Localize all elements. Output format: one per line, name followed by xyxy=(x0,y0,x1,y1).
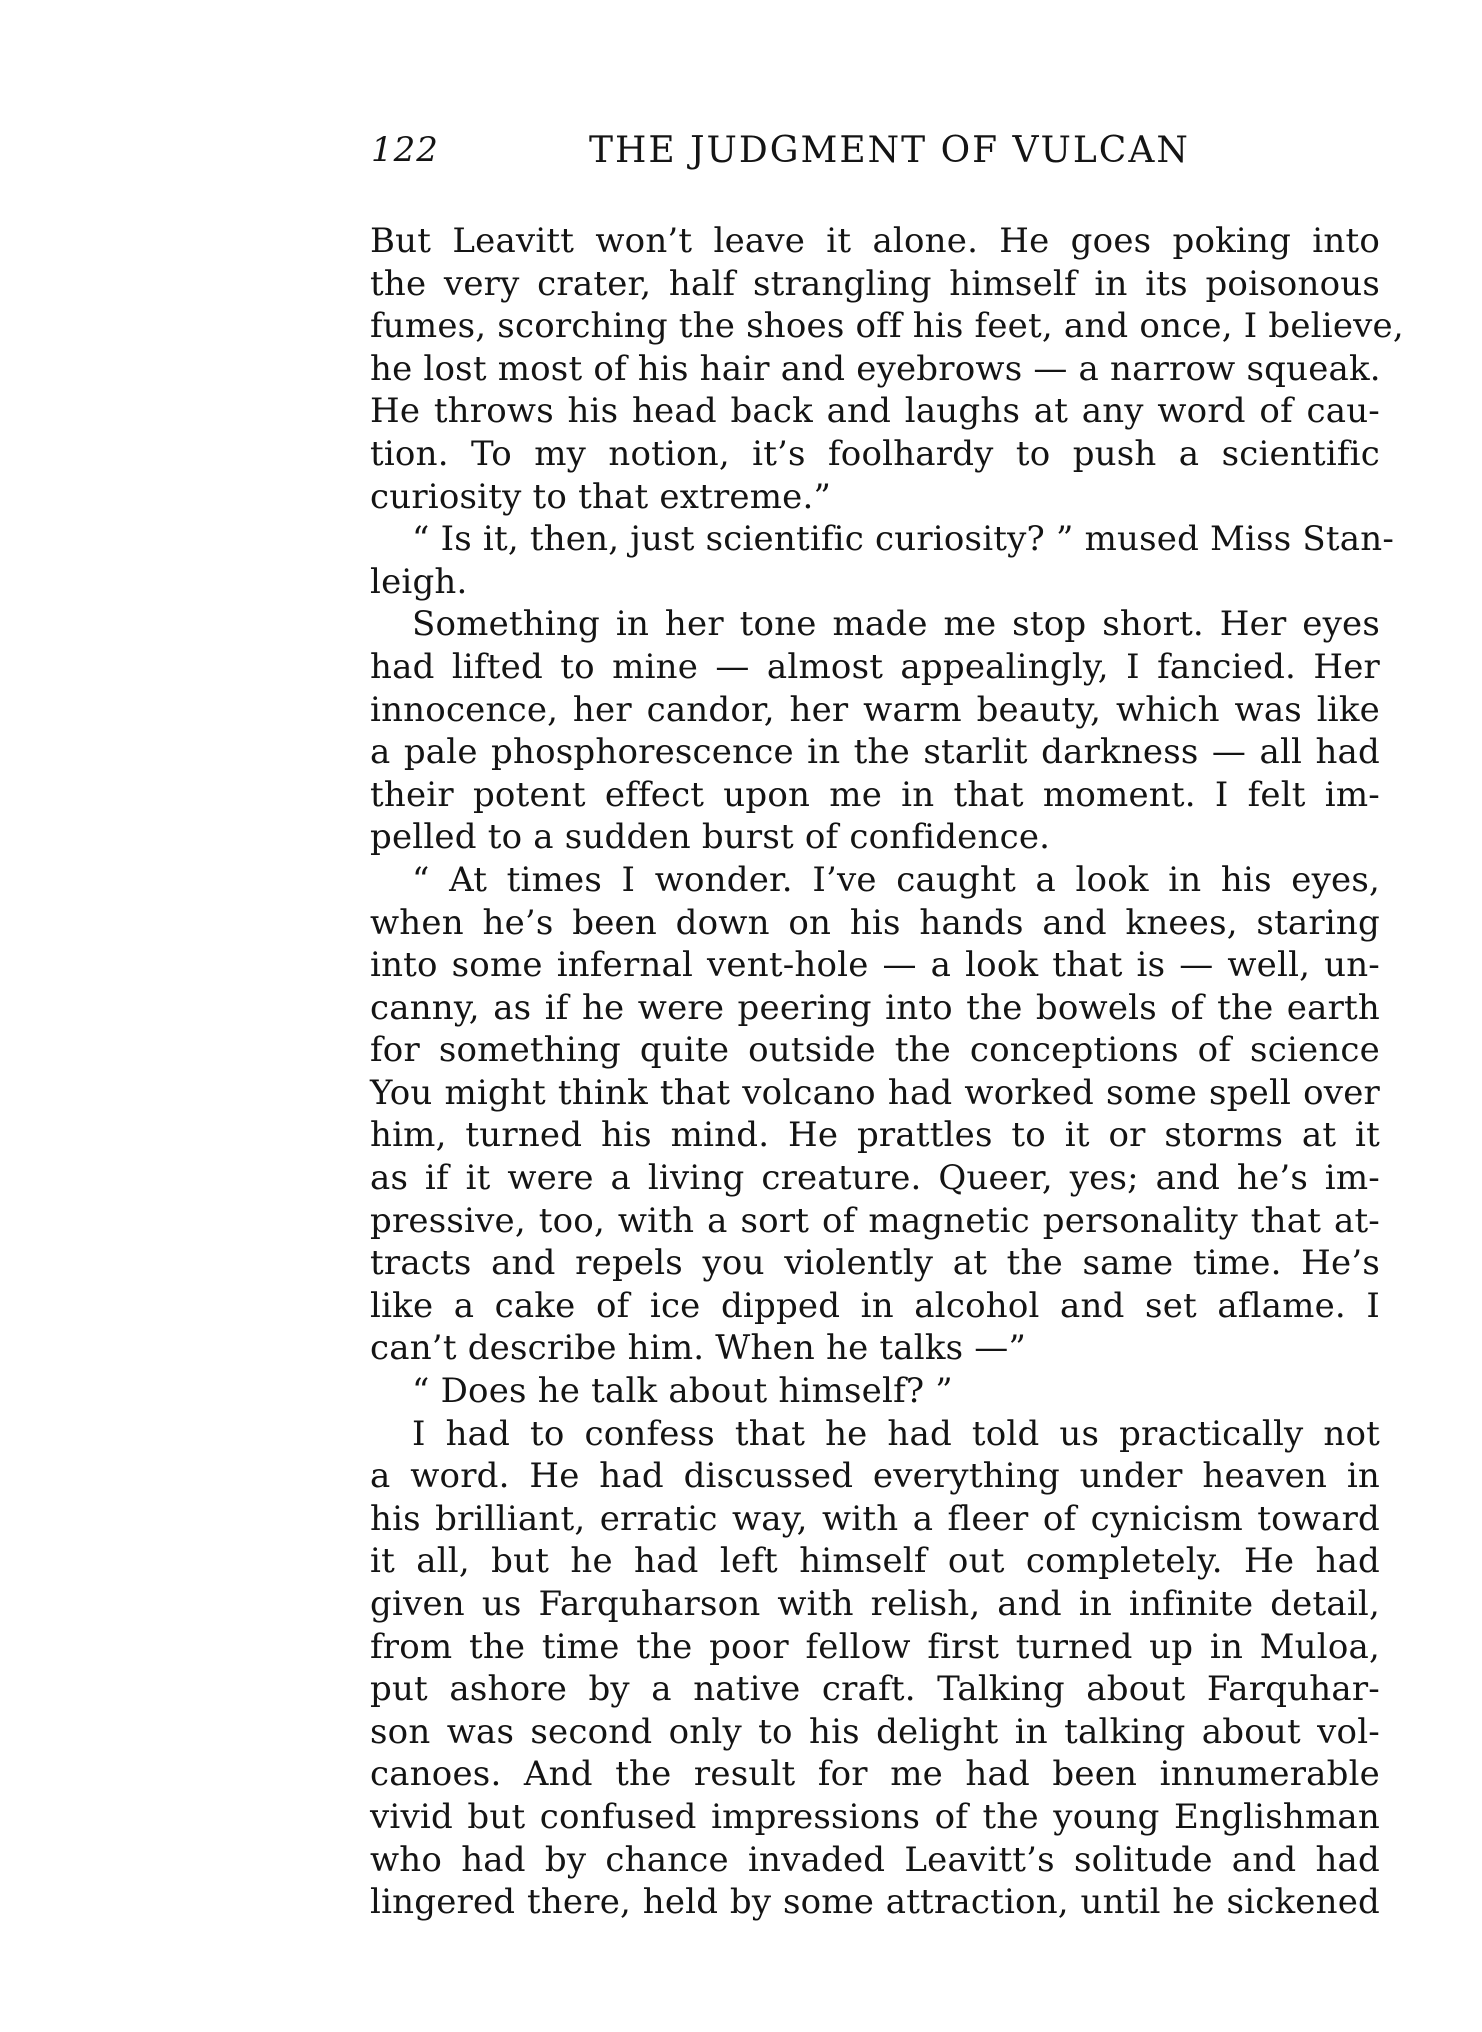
text-line: Something in her tone made me stop short. Her eyes xyxy=(412,604,1380,645)
text-line: vivid but confused impressions of the young Englishman xyxy=(370,1796,1380,1837)
text-line: “ At times I wonder. I’ve caught a look in his eyes, xyxy=(412,859,1380,900)
text-line: pelled to a sudden burst of confidence. xyxy=(370,817,1051,858)
text-line: “ Does he talk about himself? ” xyxy=(412,1371,953,1412)
text-line: for something quite outside the conceptions of science xyxy=(370,1030,1380,1071)
running-title: THE JUDGMENT OF VULCAN xyxy=(589,130,1190,171)
text-line: it all, but he had left himself out completely. He had xyxy=(370,1541,1380,1582)
page-header xyxy=(371,130,1233,180)
body-text xyxy=(370,220,1404,1924)
text-line: can’t describe him. When he talks —” xyxy=(370,1328,1027,1369)
text-line: the very crater, half strangling himself in its poisonous xyxy=(370,263,1380,304)
text-line: leigh. xyxy=(370,561,468,602)
text-line: I had to confess that he had told us practically not xyxy=(412,1413,1380,1454)
page-number: 122 xyxy=(371,130,439,170)
text-line: had lifted to mine — almost appealingly, I fancied. Her xyxy=(370,646,1380,687)
text-line: a word. He had discussed everything under heaven in xyxy=(370,1456,1380,1497)
text-line: their potent effect upon me in that moment. I felt im- xyxy=(370,774,1380,815)
text-line: canny, as if he were peering into the bowels of the earth xyxy=(370,987,1380,1028)
text-line: put ashore by a native craft. Talking about Farquhar- xyxy=(370,1669,1380,1710)
text-line: “ Is it, then, just scientific curiosity? ” mused Miss Stan- xyxy=(412,519,1395,560)
text-line: pressive, too, with a sort of magnetic personality that at- xyxy=(370,1200,1380,1241)
text-line: he lost most of his hair and eyebrows — a narrow squeak. xyxy=(370,348,1381,389)
text-line: He throws his head back and laughs at any word of cau- xyxy=(370,391,1380,432)
text-line: given us Farquharson with relish, and in infinite detail, xyxy=(370,1584,1380,1624)
text-line: when he’s been down on his hands and knees, staring xyxy=(370,902,1380,943)
text-line: tracts and repels you violently at the same time. He’s xyxy=(370,1243,1380,1284)
text-line: lingered there, held by some attraction, until he sickened xyxy=(370,1882,1380,1923)
text-line: like a cake of ice dipped in alcohol and set aflame. I xyxy=(370,1285,1380,1326)
text-line: innocence, her candor, her warm beauty, which was like xyxy=(370,689,1380,730)
text-line: who had by chance invaded Leavitt’s solitude and had xyxy=(370,1839,1380,1880)
text-line: son was second only to his delight in talking about vol- xyxy=(370,1711,1380,1752)
text-line: him, turned his mind. He prattles to it or storms at it xyxy=(370,1115,1380,1156)
text-line: curiosity to that extreme.” xyxy=(370,476,832,517)
text-line: from the time the poor fellow first turned up in Muloa, xyxy=(370,1626,1380,1667)
text-line: as if it were a living creature. Queer, yes; and he’s im- xyxy=(370,1158,1380,1199)
text-line: a pale phosphorescence in the starlit darkness — all had xyxy=(370,732,1380,773)
text-line: fumes, scorching the shoes off his feet, and once, I believe, xyxy=(370,306,1404,347)
text-line: into some infernal vent-hole — a look that is — well, un- xyxy=(370,945,1380,986)
text-line: You might think that volcano had worked some spell over xyxy=(370,1072,1380,1113)
text-line: tion. To my notion, it’s foolhardy to push a scientific xyxy=(370,433,1380,474)
text-line: his brilliant, erratic way, with a fleer of cynicism toward xyxy=(370,1498,1380,1539)
text-line: canoes. And the result for me had been innumerable xyxy=(370,1754,1380,1795)
text-line: But Leavitt won’t leave it alone. He goes poking into xyxy=(370,221,1380,261)
